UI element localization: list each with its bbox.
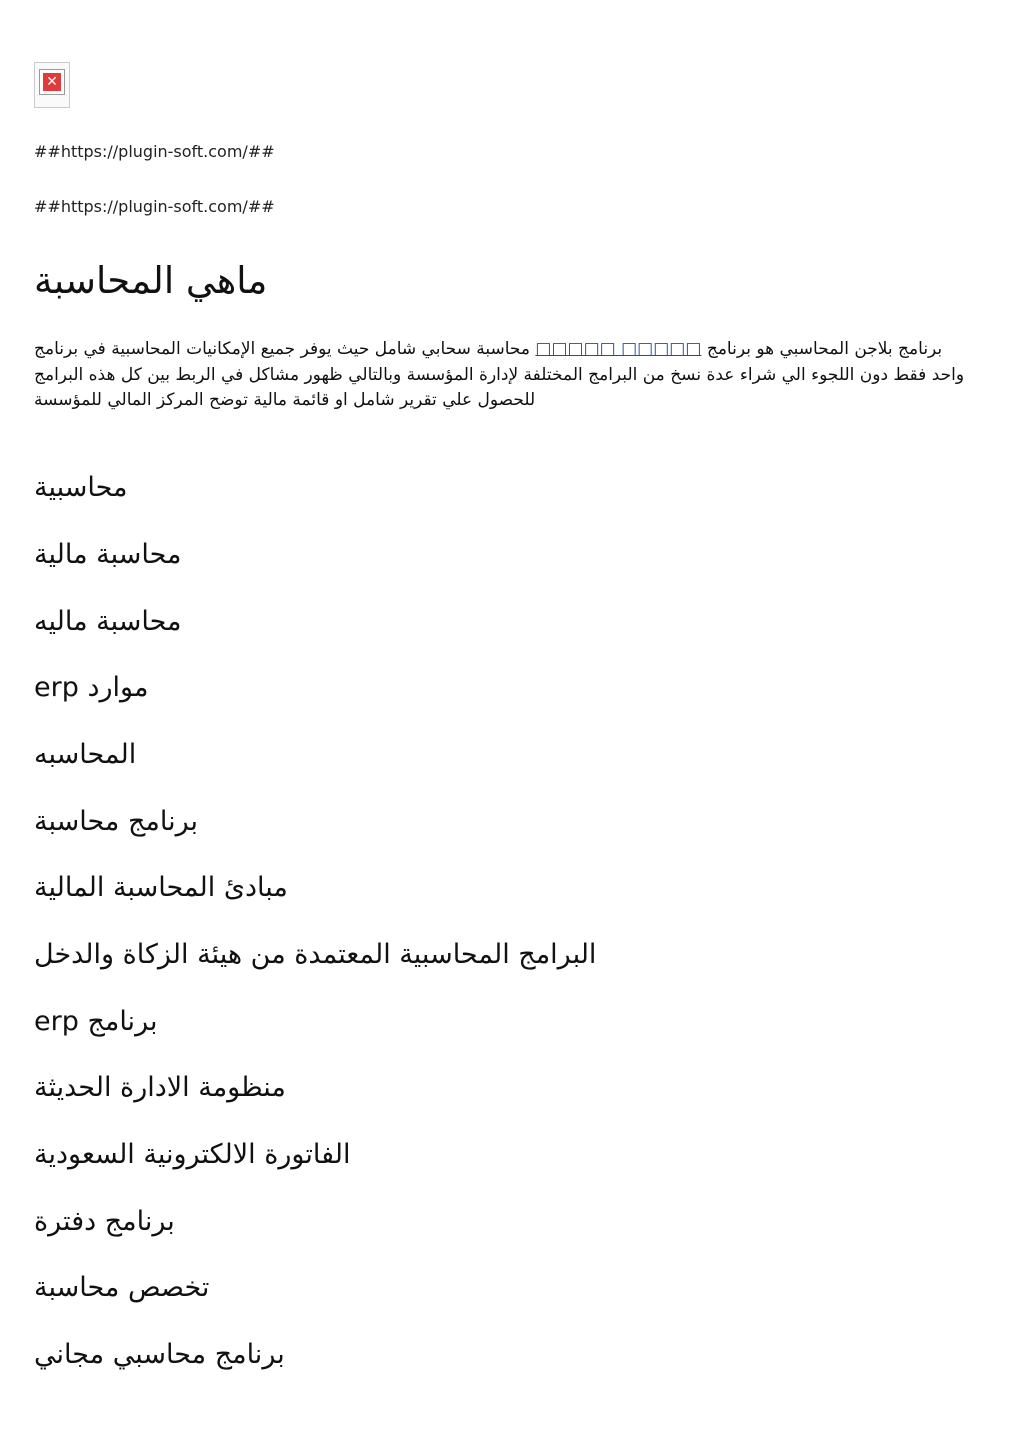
close-x-icon: ✕	[43, 73, 61, 91]
keyword-heading: محاسبية	[34, 472, 128, 503]
keyword-heading: منظومة الادارة الحديثة	[34, 1072, 286, 1103]
url-line-2: ##https://plugin-soft.com/##	[34, 197, 275, 216]
keyword-heading: erp موارد	[34, 672, 149, 703]
broken-image-icon	[34, 62, 70, 108]
keyword-heading: برنامج محاسبي مجاني	[34, 1339, 285, 1370]
keyword-heading: برنامج دفترة	[34, 1206, 175, 1237]
broken-image-frame	[39, 69, 65, 95]
keyword-heading: برنامج محاسبة	[34, 806, 198, 837]
keyword-heading: البرامج المحاسبية المعتمدة من هيئة الزكاة والدخل	[34, 939, 597, 970]
url-line-1: ##https://plugin-soft.com/##	[34, 142, 275, 161]
paragraph-text-after-link: محاسبة سحابي شامل حيث يوفر جميع الإمكانيات المحاسبية في برنامج واحد فقط دون اللجوء الي شراء عدة نسخ من البرامج المختلفة لإدارة المؤسسة وبالتالي ظهور مشاكل في الربط بين كل هذه البرامج للحصول علي تقرير شامل او قائمة مالية توضح المركز المالي للمؤسسة	[34, 339, 965, 410]
keyword-heading: محاسبة ماليه	[34, 606, 182, 637]
keyword-heading: محاسبة مالية	[34, 539, 182, 570]
keyword-heading: الفاتورة الالكترونية السعودية	[34, 1139, 351, 1170]
keyword-heading: مبادئ المحاسبة المالية	[34, 872, 288, 903]
page-title: ماهي المحاسبة	[34, 259, 268, 302]
paragraph-text-before-link: برنامج بلاجن المحاسبي هو برنامج	[701, 339, 943, 359]
keyword-heading: المحاسبه	[34, 739, 137, 770]
keyword-heading: تخصص محاسبة	[34, 1272, 210, 1303]
keyword-heading: برنامج erp	[34, 1006, 158, 1037]
intro-paragraph	[34, 337, 979, 414]
paragraph-link[interactable]: □□□□□ □□□□□	[535, 339, 702, 359]
